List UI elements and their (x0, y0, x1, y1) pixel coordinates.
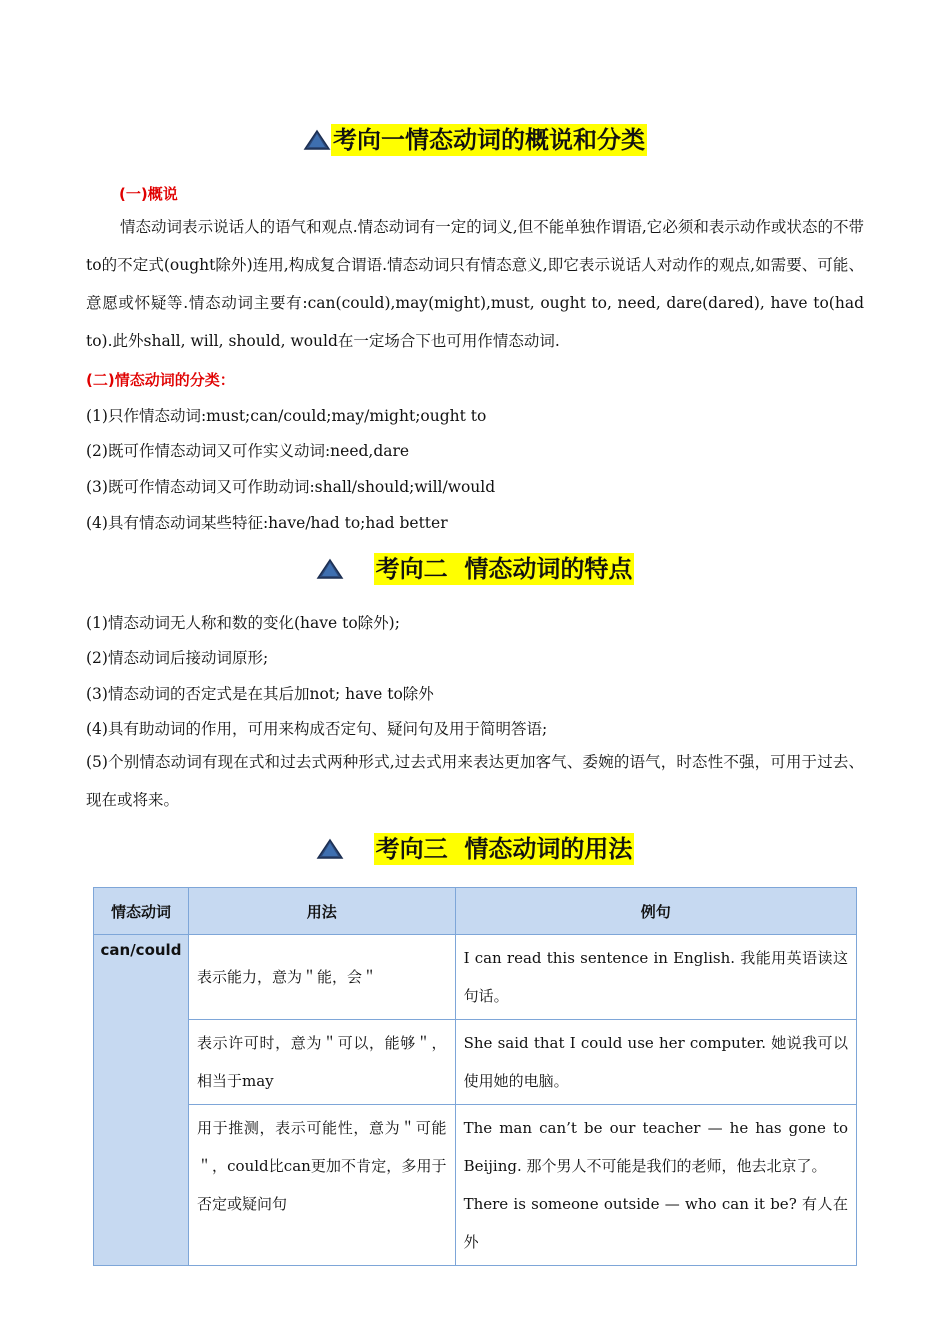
table-header-row (94, 888, 857, 935)
example-sentence: She said that I could use her computer. 她说我可以使用她的电脑。 (463, 1034, 848, 1090)
section3-title: 考向三 情态动词的用法 (375, 835, 633, 863)
example-cell (455, 1020, 856, 1105)
subheading-overview: (一)概说 (119, 185, 178, 203)
list-item: (2)既可作情态动词又可作实义动词:need,dare (86, 442, 410, 460)
usage-cell: 用于推测，表示可能性，意为＂可能＂，could比can更加不肯定，多用于否定或疑问句 (188, 1105, 455, 1266)
subheading-classification: (二)情态动词的分类： (86, 371, 235, 389)
modal-verbs-table (93, 887, 857, 1266)
table-row (94, 1020, 857, 1105)
triangle-icon (316, 838, 344, 860)
section2-heading (0, 553, 950, 585)
example-cell (455, 935, 856, 1020)
column-header-modal: 情态动词 (94, 888, 189, 935)
column-header-example: 例句 (455, 888, 856, 935)
example-sentence: I can read this sentence in English. 我能用英语读这句话。 (463, 949, 848, 1005)
example-sentence: There is someone outside — who can it be? 有人在外 (463, 1195, 848, 1251)
section3-heading (0, 833, 950, 865)
section1-heading (0, 124, 950, 156)
column-header-usage: 用法 (188, 888, 455, 935)
table-row (94, 1105, 857, 1266)
list-item: (2)情态动词后接动词原形; (86, 649, 269, 667)
list-item: (3)既可作情态动词又可作助动词:shall/should;will/would (86, 478, 496, 496)
list-item: (4)具有情态动词某些特征:have/had to;had better (86, 514, 448, 532)
modal-cell: can/could (94, 935, 189, 1266)
usage-cell: 表示能力，意为＂能，会＂ (188, 935, 455, 1020)
table-row (94, 935, 857, 1020)
list-item: (3)情态动词的否定式是在其后加not; have to除外 (86, 685, 434, 703)
list-item: (1)只作情态动词:must;can/could;may/might;ought to (86, 407, 487, 425)
example-cell (455, 1105, 856, 1266)
usage-cell: 表示许可时，意为＂可以，能够＂，相当于may (188, 1020, 455, 1105)
overview-paragraph: 情态动词表示说话人的语气和观点.情态动词有一定的词义,但不能单独作谓语,它必须和表示动作或状态的不带to的不定式(ought除外)连用,构成复合谓语.情态动词只有情态意义,即它表示说话人对动作的观点,如需要、可能、意愿或怀疑等.情态动词主要有:can(could),may(might),must, ought to, need, dare(dared), have to(had to).此外shall, will, should, would在一定场合下也可用作情态动词. (86, 218, 864, 350)
example-sentence: The man can’t be our teacher — he has gone to Beijing. 那个男人不可能是我们的老师，他去北京了。 (463, 1119, 848, 1175)
list-item: (1)情态动词无人称和数的变化(have to除外); (86, 614, 400, 632)
section1-title: 考向一情态动词的概说和分类 (333, 126, 645, 154)
triangle-icon (316, 558, 344, 580)
list-item: (4)具有助动词的作用，可用来构成否定句、疑问句及用于简明答语; (86, 720, 548, 738)
section2-title: 考向二 情态动词的特点 (375, 555, 633, 583)
list-item: (5)个别情态动词有现在式和过去式两种形式,过去式用来表达更加客气、委婉的语气，时态性不强，可用于过去、现在或将来。 (86, 753, 864, 809)
triangle-icon (303, 129, 331, 151)
